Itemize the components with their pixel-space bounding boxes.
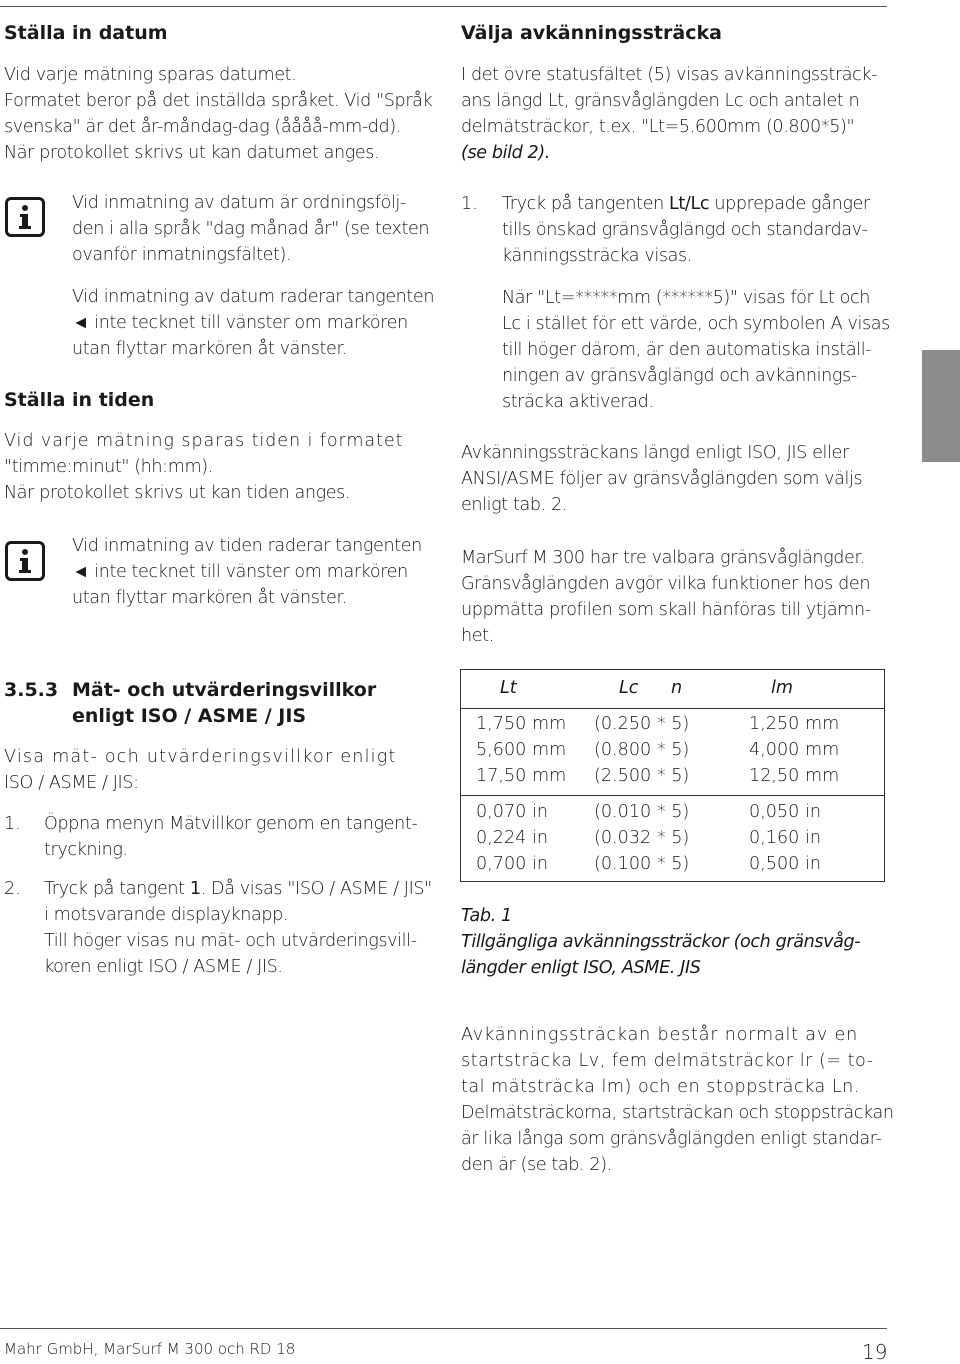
text-line: Gränsvåglängden avgör vilka funktioner hos den xyxy=(461,574,871,594)
step-number: 1. xyxy=(4,814,21,834)
side-tab-marker xyxy=(922,350,960,462)
iso-paragraph xyxy=(461,440,862,518)
text-line: ningen av gränsvåglängd och avkännings- xyxy=(502,366,857,386)
heading-stalla-in-tiden: Ställa in tiden xyxy=(4,389,155,411)
table-cell: 1,250 mm xyxy=(749,714,840,734)
table-cell: 1,750 mm xyxy=(476,714,567,734)
step-number: 1. xyxy=(461,194,478,214)
text-line: delmätsträckor, t.ex. "Lt=5.600mm (0.800*5)" xyxy=(461,117,855,137)
text-line: Till höger visas nu mät- och utvärderingsvill- xyxy=(44,931,417,951)
text-line: I det övre statusfältet (5) visas avkänningssträck- xyxy=(461,65,878,85)
table-cell: 0,070 in xyxy=(476,802,548,822)
text-line: i motsvarande displayknapp. xyxy=(44,905,289,925)
title-line: Mät- och utvärderingsvillkor xyxy=(72,679,377,701)
m300-paragraph xyxy=(461,545,871,649)
table-cell: 0,500 in xyxy=(749,854,821,874)
text-line: Delmätsträckorna, startsträckan och stoppsträckan xyxy=(461,1103,894,1123)
text-line: Öppna menyn Mätvillkor genom en tangent- xyxy=(44,814,418,834)
text-line: ovanför inmatningsfältet). xyxy=(72,245,292,265)
text-line: känningssträcka visas. xyxy=(502,246,692,266)
text-line: ISO / ASME / JIS: xyxy=(4,773,139,793)
header-lc: Lc xyxy=(619,678,639,698)
cutoff-table xyxy=(460,669,885,882)
table-cell: 5,600 mm xyxy=(476,740,567,760)
header-lm: lm xyxy=(771,678,794,698)
text-line: tryckning. xyxy=(44,840,128,860)
table-mm-group xyxy=(461,709,884,795)
text-line: Vid varje mätning sparas tiden i formatet xyxy=(4,431,404,451)
text-line: längder enligt ISO, ASME. JIS xyxy=(461,958,701,978)
table-cell: (0.100 * 5) xyxy=(594,854,690,874)
footer-text: Mahr GmbH, MarSurf M 300 och RD 18 xyxy=(4,1340,296,1358)
intro-paragraph xyxy=(461,62,877,166)
table-header xyxy=(461,670,884,709)
text-line: svenska" är det år-måndag-dag (åååå-mm-dd). xyxy=(4,117,401,137)
table-cell: (2.500 * 5) xyxy=(594,766,690,786)
text-fragment: . Då visas "ISO / ASME / JIS" xyxy=(200,879,432,899)
page-number: 19 xyxy=(862,1340,888,1364)
text-line: utan flyttar markören åt vänster. xyxy=(72,588,347,608)
text-line: koren enligt ISO / ASME / JIS. xyxy=(44,957,283,977)
text-line: När protokollet skrivs ut kan datumet anges. xyxy=(4,143,380,163)
text-fragment: Tryck på tangenten xyxy=(502,194,670,214)
text-line: Vid inmatning av datum är ordningsfölj- xyxy=(72,193,406,213)
title-line: enligt ISO / ASME / JIS xyxy=(72,705,307,727)
table-cell: 12,50 mm xyxy=(749,766,840,786)
text-line: utan flyttar markören åt vänster. xyxy=(72,339,347,359)
info-icon xyxy=(5,541,45,581)
text-line: När "Lt=*****mm (******5)" visas för Lt och xyxy=(502,288,871,308)
table-caption xyxy=(461,903,860,981)
text-line: tills önskad gränsvåglängd och standardav- xyxy=(502,220,868,240)
text-line: Formatet beror på det inställda språket. Vid "Språk xyxy=(4,91,433,111)
text-line: Avkänningssträckans längd enligt ISO, JIS eller xyxy=(461,443,849,463)
heading-valja-avkanningsstracka: Välja avkänningssträcka xyxy=(461,22,722,44)
heading-stalla-in-datum: Ställa in datum xyxy=(4,22,168,44)
info-note-datum-delete xyxy=(72,284,434,362)
final-paragraph xyxy=(461,1022,894,1178)
text-line: Visa mät- och utvärderingsvillkor enligt xyxy=(4,747,397,767)
info-note-datum-order xyxy=(72,190,429,268)
text-line: startsträcka Lv, fem delmätsträckor lr (= to- xyxy=(461,1051,874,1071)
table-cell: 0,050 in xyxy=(749,802,821,822)
text-line: tal mätsträcka lm) och en stoppsträcka Ln. xyxy=(461,1077,860,1097)
step-number: 2. xyxy=(4,879,21,899)
text-line: het. xyxy=(461,626,494,646)
top-rule xyxy=(0,6,887,7)
text-line: ANSI/ASME följer av gränsvåglängden som väljs xyxy=(461,469,863,489)
right-step-1 xyxy=(461,191,891,269)
section-number: 3.5.3 xyxy=(4,679,59,701)
text-line: Avkänningssträckan består normalt av en xyxy=(461,1025,859,1045)
text-line: Vid inmatning av tiden raderar tangenten xyxy=(72,536,422,556)
text-fragment: upprepade gånger xyxy=(709,194,870,214)
section-paragraph xyxy=(4,744,397,796)
table-cell: 0,700 in xyxy=(476,854,548,874)
table-cell: (0.800 * 5) xyxy=(594,740,690,760)
text-line: ans längd Lt, gränsvåglängden Lc och antalet n xyxy=(461,91,860,111)
text-line: den är (se tab. 2). xyxy=(461,1155,612,1175)
step-1 xyxy=(4,811,444,863)
header-lt: Lt xyxy=(500,678,517,698)
text-line: Vid inmatning av datum raderar tangenten xyxy=(72,287,435,307)
text-line: Tillgängliga avkänningssträckor (och gränsvåg- xyxy=(461,932,861,952)
table-cell: 0,160 in xyxy=(749,828,821,848)
text-line: (se bild 2). xyxy=(461,143,551,163)
auto-setting-note xyxy=(502,285,890,415)
table-cell: 4,000 mm xyxy=(749,740,840,760)
text-fragment: Tryck på tangent xyxy=(44,879,190,899)
bottom-rule xyxy=(0,1328,887,1329)
text-line: sträcka aktiverad. xyxy=(502,392,654,412)
text-line: MarSurf M 300 har tre valbara gränsvåglängder. xyxy=(461,548,865,568)
info-note-tid-delete xyxy=(72,533,422,611)
key-label: Lt/Lc xyxy=(669,194,710,214)
text-line: När protokollet skrivs ut kan tiden anges. xyxy=(4,483,351,503)
section-title xyxy=(72,677,376,729)
text-line: den i alla språk "dag månad år" (se texten xyxy=(72,219,430,239)
table-cell: 17,50 mm xyxy=(476,766,567,786)
text-line: "timme:minut" (hh:mm). xyxy=(4,457,213,477)
text-line: uppmätta profilen som skall hänföras till ytjämn- xyxy=(461,600,871,620)
key-label: 1 xyxy=(189,879,201,899)
text-line: till höger därom, är den automatiska inställ- xyxy=(502,340,872,360)
step-2 xyxy=(4,876,444,980)
table-cell: (0.032 * 5) xyxy=(594,828,690,848)
caption-label: Tab. 1 xyxy=(461,906,512,926)
text-line: Vid varje mätning sparas datumet. xyxy=(4,65,297,85)
table-cell: (0.250 * 5) xyxy=(594,714,690,734)
tid-paragraph xyxy=(4,428,403,506)
info-icon xyxy=(5,197,45,237)
header-n: n xyxy=(671,678,683,698)
text-line: ◄ inte tecknet till vänster om markören xyxy=(72,313,408,333)
table-cell: (0.010 * 5) xyxy=(594,802,690,822)
text-line: enligt tab. 2. xyxy=(461,495,568,515)
text-line: Lc i stället för ett värde, och symbolen A visas xyxy=(502,314,890,334)
text-line: ◄ inte tecknet till vänster om markören xyxy=(72,562,408,582)
table-cell: 0,224 in xyxy=(476,828,548,848)
table-inch-group xyxy=(461,795,884,882)
datum-paragraph xyxy=(4,62,432,166)
text-line: är lika långa som gränsvåglängden enligt standar- xyxy=(461,1129,882,1149)
